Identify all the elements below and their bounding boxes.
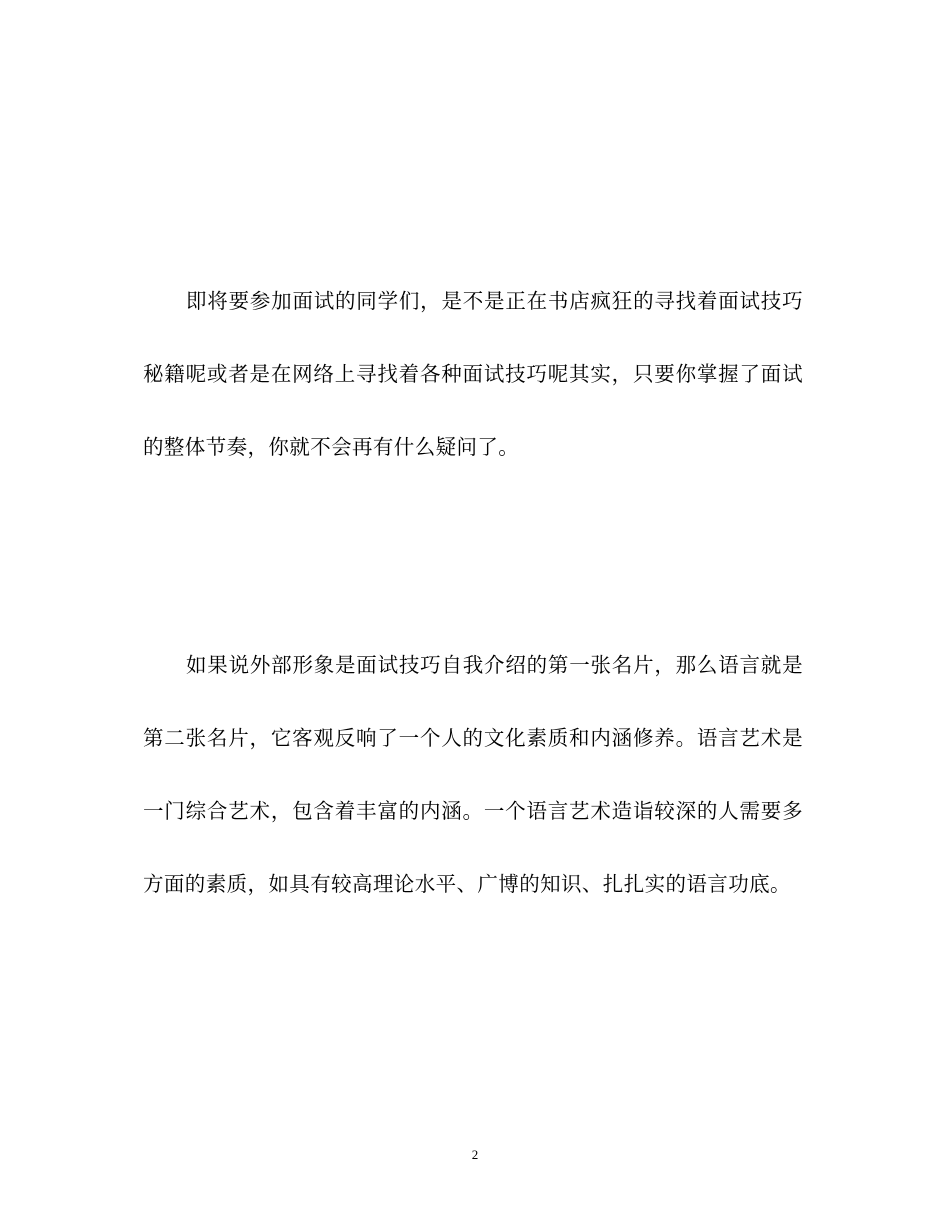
paragraph-interview-preparation: 即将要参加面试的同学们，是不是正在书店疯狂的寻找着面试技巧秘籍呢或者是在网络上寻找着各种面试技巧呢其实，只要你掌握了面试的整体节奏，你就不会再有什么疑问了。	[143, 289, 803, 459]
page-number: 2	[471, 1147, 479, 1162]
paragraph-language-second-card: 如果说外部形象是面试技巧自我介绍的第一张名片，那么语言就是第二张名片，它客观反响了一个人的文化素质和内涵修养。语言艺术是一门综合艺术，包含着丰富的内涵。一个语言艺术造诣较深的人需要多方面的素质，如具有较高理论水平、广博的知识、扎扎实的语言功底。	[143, 653, 803, 896]
